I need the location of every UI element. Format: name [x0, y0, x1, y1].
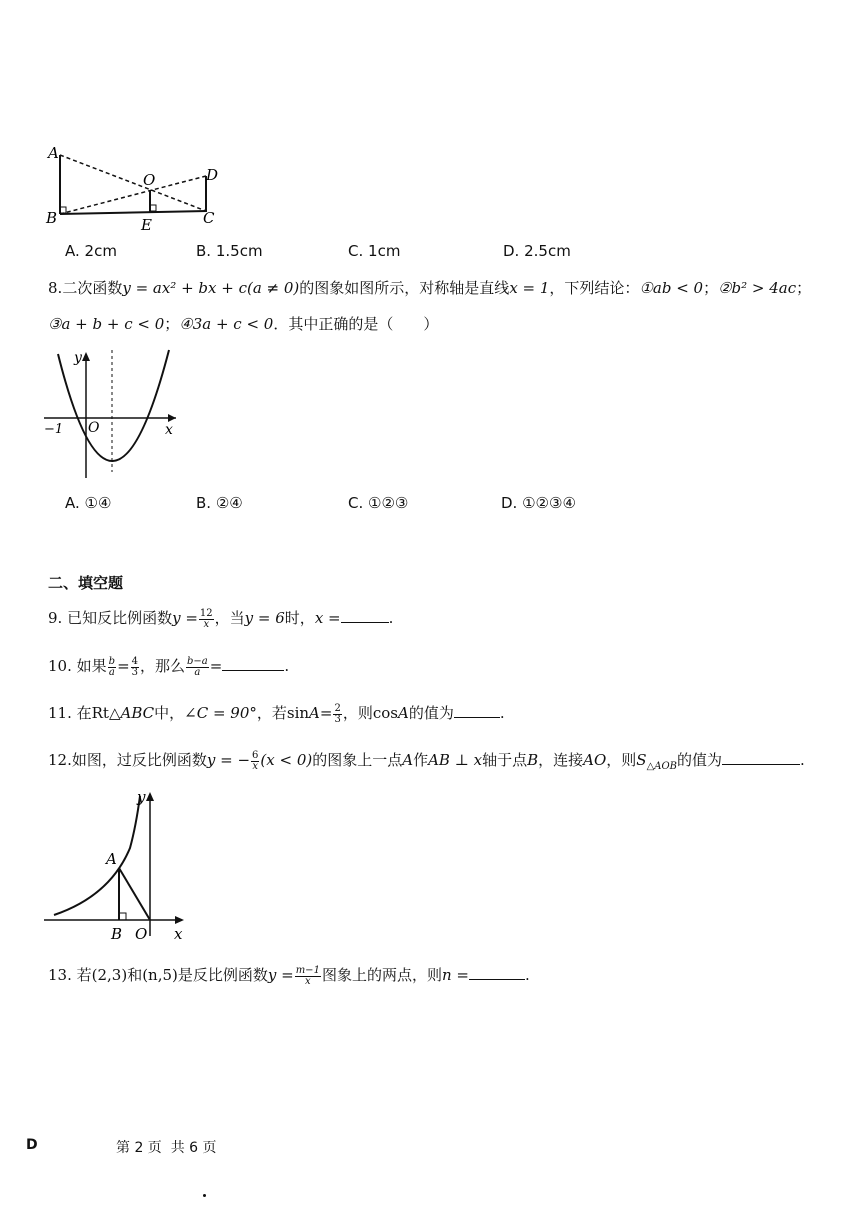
figure-q8-parabola	[38, 344, 188, 484]
figure-q12-hyperbola	[40, 786, 200, 946]
fig8-label-y: y	[74, 350, 82, 366]
q9-stem: 9. 已知反比例函数y = $\frac{12}{x}$ ，当y = 6时，x = .	[48, 607, 394, 630]
fig8-label-neg1: −1	[44, 422, 64, 437]
footer-page-number: 第 2 页 共 6 页	[116, 1140, 217, 1156]
q8-stem-line2: ③a + b + c < 0；④3a + c < 0．其中正确的是（ ）	[48, 315, 439, 333]
fig12-label-B: B	[111, 925, 123, 943]
q13-answer-blank[interactable]	[469, 965, 525, 980]
label-O: O	[143, 171, 156, 189]
q12-answer-blank[interactable]	[722, 750, 800, 765]
q8-option-b: B. ②④	[196, 494, 243, 512]
q8-option-d: D. ①②③④	[501, 494, 576, 512]
label-E: E	[141, 216, 152, 233]
q10-stem: 10. 如果 $\frac{b}{a}$ = $\frac{4}{3}$ ，那么 $\frac{b-a}{a}$ = .	[48, 655, 290, 678]
q8-option-a: A. ①④	[65, 494, 112, 512]
footer-dot	[203, 1194, 206, 1197]
label-B: B	[46, 209, 58, 227]
q10-answer-blank[interactable]	[222, 656, 284, 671]
fig8-label-x: x	[165, 422, 173, 438]
q8-stem-line1: 8.二次函数y = ax² + bx + c(a ≠ 0)的图象如图所示，对称轴是直线x = 1，下列结论：①ab < 0；②b² > 4ac；	[48, 279, 812, 297]
section-heading-fill-in: 二、填空题	[48, 574, 124, 592]
label-D: D	[206, 166, 219, 184]
q7-option-c: C. 1cm	[348, 242, 401, 260]
fig12-label-O: O	[135, 925, 148, 943]
fig12-label-y: y	[137, 788, 146, 806]
q11-stem: 11. 在Rt△ABC中，∠C = 90°，若sinA= $\frac{2}{3}$ ，则cosA的值为 .	[48, 702, 505, 725]
fig12-label-x: x	[174, 925, 183, 943]
label-A: A	[48, 144, 59, 162]
q8-option-c: C. ①②③	[348, 494, 409, 512]
q9-answer-blank[interactable]	[341, 608, 389, 623]
fig8-label-O: O	[88, 420, 100, 436]
footer-mark: D	[26, 1137, 38, 1153]
figure-q7-diagram	[40, 138, 230, 233]
q7-option-a: A. 2cm	[65, 242, 117, 260]
q12-stem: 12.如图，过反比例函数y = − $\frac{6}{x}$ (x < 0)的图象上一点A作AB ⊥ x轴于点B，连接AO，则$S_{\triangle AOB}$的值为 .	[48, 749, 805, 772]
q7-option-b: B. 1.5cm	[196, 242, 263, 260]
q7-option-d: D. 2.5cm	[503, 242, 571, 260]
fig12-label-A: A	[106, 850, 117, 868]
label-C: C	[203, 209, 215, 227]
q11-answer-blank[interactable]	[454, 703, 500, 718]
q13-stem: 13. 若(2,3)和(n,5)是反比例函数y = $\frac{m-1}{x}$ 图象上的两点，则n = .	[48, 964, 530, 987]
